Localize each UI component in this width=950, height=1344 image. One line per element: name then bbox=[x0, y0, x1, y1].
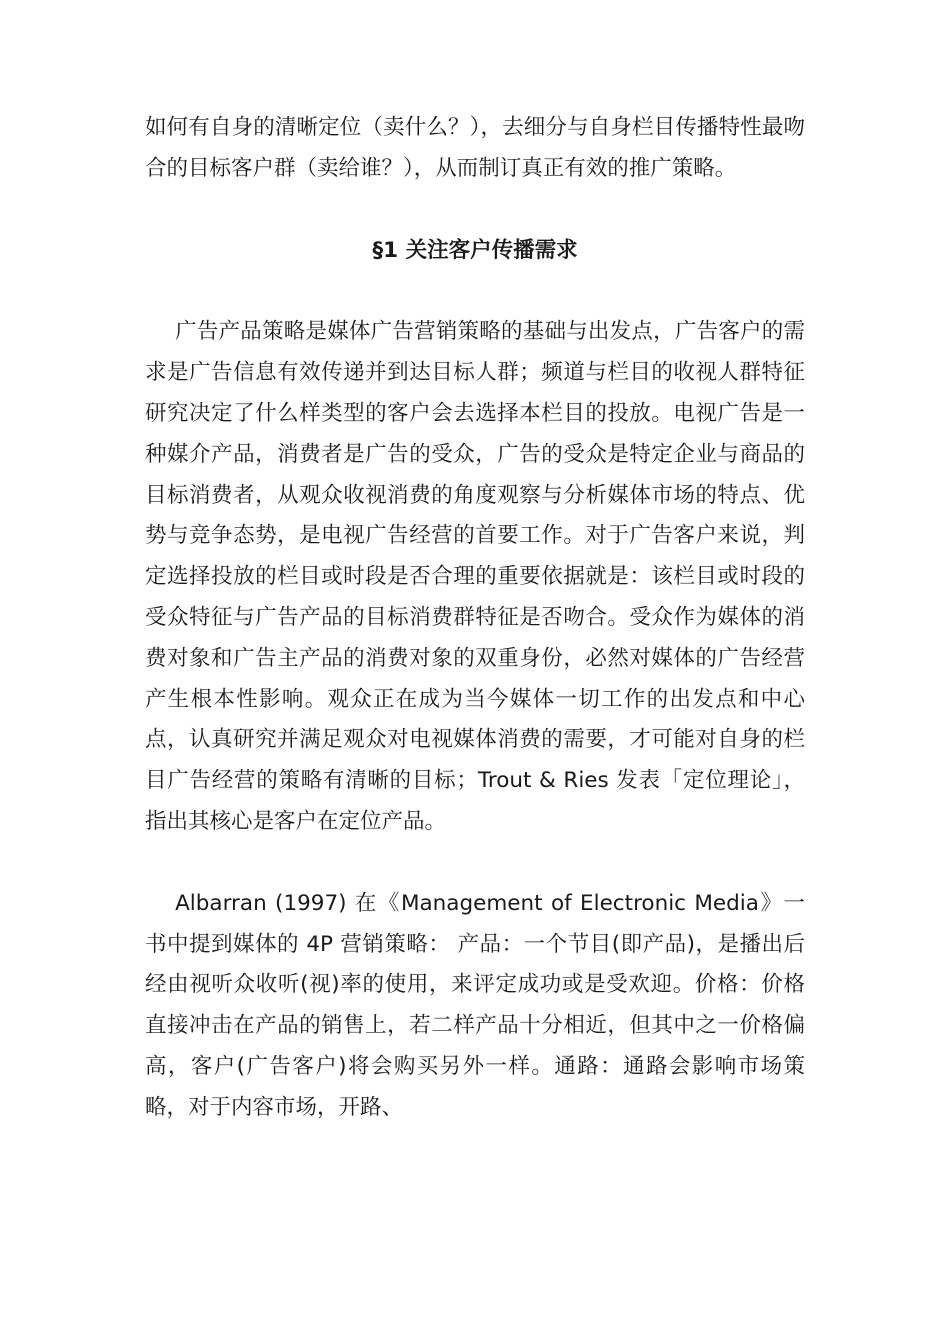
intro-paragraph: 如何有自身的清晰定位（卖什么？），去细分与自身栏目传播特性最吻合的目标客户群（卖给谁？），从而制订真正有效的推广策略。 bbox=[145, 115, 805, 181]
section-heading: §1 关注客户传播需求 bbox=[372, 237, 578, 263]
body-paragraph-1: 广告产品策略是媒体广告营销策略的基础与出发点，广告客户的需求是广告信息有效传递并到达目标人群；频道与栏目的收视人群特征研究决定了什么样类型的客户会去选择本栏目的投放。电视广告是一种媒介产品，消费者是广告的受众，广告的受众是特定企业与商品的目标消费者，从观众收视消费的角度观察与分析媒体市场的特点、优势与竞争态势，是电视广告经营的首要工作。对于广告客户来说，判定选择投放的栏目或时段是否合理的重要依据就是：该栏目或时段的受众特征与广告产品的目标消费群特征是否吻合。受众作为媒体的消费对象和广告主产品的消费对象的双重身份，必然对媒体的广告经营产生根本性影响。观众正在成为当今媒体一切工作的出发点和中心点，认真研究并满足观众对电视媒体消费的需要，才可能对自身的栏目广告经营的策略有清晰的目标；Trout & Ries 发表「定位理论」，指出其核心是客户在定位产品。 bbox=[145, 319, 805, 834]
document-page bbox=[145, 108, 805, 1129]
body-paragraph-2: Albarran (1997) 在《Management of Electronic Media》一书中提到媒体的 4P 营销策略： 产品：一个节目(即产品)，是播出后经由视听众收听(视)率的使用，来评定成功或是受欢迎。价格：价格直接冲击在产品的销售上，若二样产品十分相近，但其中之一价格偏高，客户(广告客户)将会购买另外一样。通路：通路会影响市场策略，对于内容市场，开路、 bbox=[145, 890, 805, 1120]
